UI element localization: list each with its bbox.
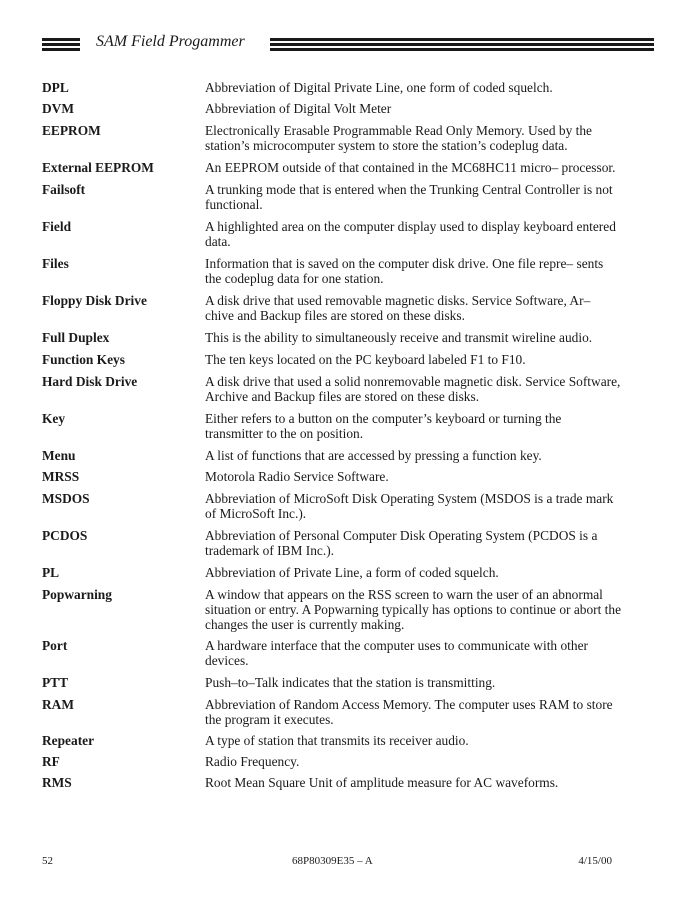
glossary-term: Failsoft — [42, 182, 86, 197]
glossary-entry — [42, 182, 622, 212]
glossary-term: DVM — [42, 101, 74, 116]
glossary-entry — [42, 675, 622, 690]
glossary-entry — [42, 293, 622, 323]
page-number: 52 — [42, 855, 53, 867]
glossary-definition: Abbreviation of Personal Computer Disk Operating System (PCDOS is a trademark of IBM Inc.). — [205, 528, 598, 558]
glossary-term: External EEPROM — [42, 160, 154, 175]
glossary-definition: A trunking mode that is entered when the Trunking Central Controller is not functional. — [205, 182, 613, 212]
glossary-entry — [42, 330, 622, 345]
glossary-entry — [42, 733, 622, 748]
glossary-definition: An EEPROM outside of that contained in the MC68HC11 micro– processor. — [205, 160, 616, 175]
header-rule-left — [42, 38, 80, 53]
glossary-entry — [42, 160, 622, 175]
glossary-definition: Root Mean Square Unit of amplitude measure for AC waveforms. — [205, 775, 559, 790]
glossary-definition: A highlighted area on the computer display used to display keyboard entered data. — [205, 219, 616, 249]
glossary-term: RAM — [42, 697, 74, 712]
page-footer — [42, 855, 612, 869]
glossary-entry — [42, 587, 622, 632]
glossary-entry — [42, 374, 622, 404]
glossary-definition: A disk drive that used removable magnetic disks. Service Software, Ar– chive and Backup files are stored on these disks. — [205, 293, 591, 323]
glossary-term: Function Keys — [42, 352, 125, 367]
glossary-term: MRSS — [42, 469, 80, 484]
glossary-definition: Radio Frequency. — [205, 754, 300, 769]
glossary-definition: Either refers to a button on the computer’s keyboard or turning the transmitter to the on position. — [205, 411, 562, 441]
glossary-entry — [42, 697, 622, 727]
glossary-term: MSDOS — [42, 491, 90, 506]
glossary-entry — [42, 101, 622, 116]
glossary-term: Port — [42, 638, 68, 653]
glossary-definition: A type of station that transmits its receiver audio. — [205, 733, 469, 748]
glossary-term: Files — [42, 256, 69, 271]
glossary-entry — [42, 123, 622, 153]
glossary-list — [42, 80, 622, 790]
glossary-definition: The ten keys located on the PC keyboard labeled F1 to F10. — [205, 352, 526, 367]
glossary-entry — [42, 448, 622, 463]
glossary-entry — [42, 565, 622, 580]
glossary-definition: Abbreviation of Digital Private Line, one form of coded squelch. — [205, 80, 553, 95]
glossary-entry — [42, 528, 622, 558]
glossary-entry — [42, 352, 622, 367]
glossary-entry — [42, 638, 622, 668]
glossary-definition: Abbreviation of Private Line, a form of coded squelch. — [205, 565, 499, 580]
glossary-definition: A list of functions that are accessed by pressing a function key. — [205, 448, 542, 463]
glossary-term: RF — [42, 754, 60, 769]
glossary-definition: Abbreviation of Random Access Memory. The computer uses RAM to store the program it executes. — [205, 697, 613, 727]
page-header — [42, 34, 654, 54]
glossary-entry — [42, 491, 622, 521]
glossary-term: DPL — [42, 80, 69, 95]
header-title: SAM Field Progammer — [96, 33, 245, 50]
glossary-definition: Motorola Radio Service Software. — [205, 469, 389, 484]
glossary-entry — [42, 754, 622, 769]
glossary-definition: Information that is saved on the computer disk drive. One file repre– sents the codeplug data for one station. — [205, 256, 604, 286]
glossary-definition: A hardware interface that the computer uses to communicate with other devices. — [205, 638, 588, 668]
glossary-definition: Abbreviation of Digital Volt Meter — [205, 101, 392, 116]
glossary-entry — [42, 469, 622, 484]
document-number: 68P80309E35 – A — [292, 855, 373, 867]
glossary-term: Hard Disk Drive — [42, 374, 138, 389]
glossary-term: Full Duplex — [42, 330, 110, 345]
glossary-term: Repeater — [42, 733, 95, 748]
glossary-definition: A disk drive that used a solid nonremovable magnetic disk. Service Software, Archive and Backup files are stored on these disks. — [205, 374, 621, 404]
glossary-definition: A window that appears on the RSS screen to warn the user of an abnormal situation or entry. A Popwarning typically has options to continue or abort the changes the user is currently making. — [205, 587, 622, 632]
glossary-term: Key — [42, 411, 66, 426]
glossary-term: PCDOS — [42, 528, 88, 543]
glossary-term: Popwarning — [42, 587, 112, 602]
glossary-term: PTT — [42, 675, 69, 690]
glossary-term: Menu — [42, 448, 76, 463]
header-rule-right — [270, 38, 654, 53]
glossary-definition: Abbreviation of MicroSoft Disk Operating System (MSDOS is a trade mark of MicroSoft Inc.). — [205, 491, 614, 521]
glossary-entry — [42, 411, 622, 441]
glossary-entry — [42, 219, 622, 249]
document-date: 4/15/00 — [578, 855, 612, 867]
glossary-term: Floppy Disk Drive — [42, 293, 147, 308]
glossary-term: Field — [42, 219, 72, 234]
glossary-entry — [42, 80, 622, 95]
glossary-definition: This is the ability to simultaneously receive and transmit wireline audio. — [205, 330, 593, 345]
glossary-term: PL — [42, 565, 60, 580]
glossary-entry — [42, 775, 622, 790]
glossary-term: RMS — [42, 775, 72, 790]
glossary-term: EEPROM — [42, 123, 101, 138]
glossary-definition: Electronically Erasable Programmable Read Only Memory. Used by the station’s microcomputer system to store the station’s codeplug data. — [205, 123, 592, 153]
glossary-entry — [42, 256, 622, 286]
glossary-definition: Push–to–Talk indicates that the station is transmitting. — [205, 675, 496, 690]
